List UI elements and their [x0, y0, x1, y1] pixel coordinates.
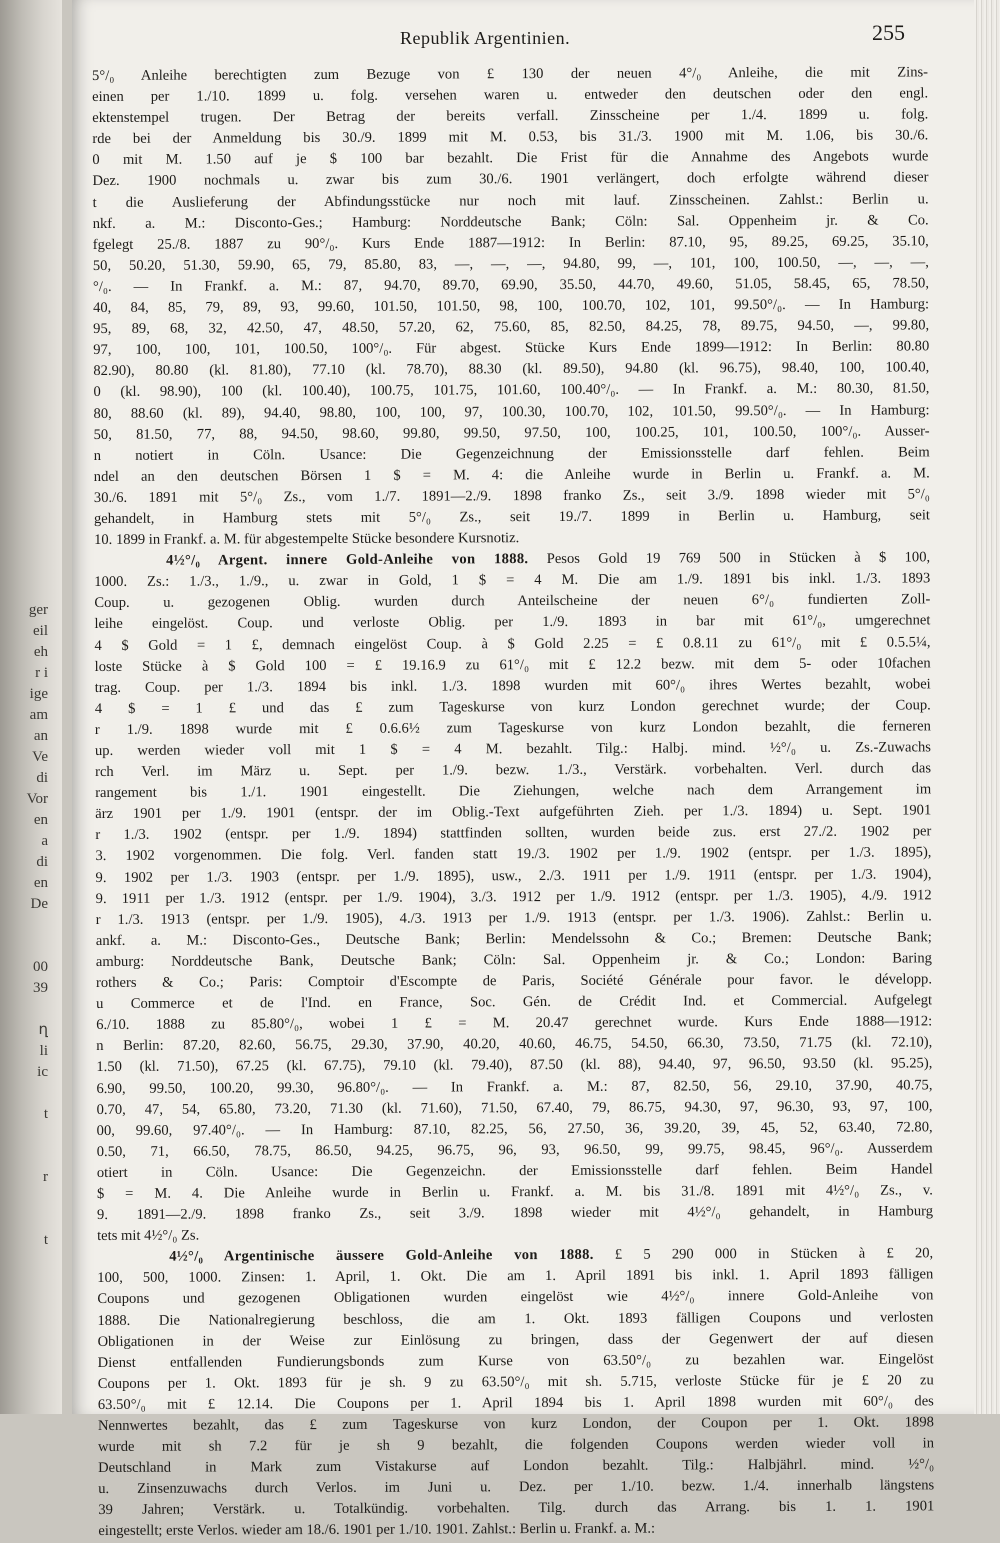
text-line: u. Zinsenzuwachs durch Verlos. im Juni u. Dez. per 1./10. bezw. 1./4. innerhalb längstens — [98, 1477, 935, 1498]
margin-fragment: t — [43, 1106, 48, 1122]
text-line: r 1./9. 1898 wurde mit £ 0.6.6½ zum Tageskurse von kurz London bezahlt, die ferneren — [94, 718, 931, 738]
margin-fragment — [0, 1188, 48, 1209]
text-line: Obligationen in der Weise zur Einlösung zu bringen, dass der Gegenwert der auf diesen — [97, 1329, 934, 1350]
text-line: 80, 88.60 (kl. 89), 94.40, 98.80, 100, 100, 97, 100.30, 100.70, 102, 101.50, 99.50°/₀. — In Hamburg: — [93, 401, 930, 422]
text-line: wurde mit sh 7.2 für je sh 9 bezahlt, die folgenden Coupons werden wieder voll in — [97, 1435, 935, 1456]
text-line: 4 $ Gold = 1 £, demnach eingelöst Coup. à $ Gold 2.25 = £ 0.8.11 zu 61°/₀ mit £ 0.5.5¼, — [94, 633, 931, 654]
margin-fragment: an — [33, 728, 48, 744]
margin-fragment — [0, 1209, 48, 1230]
text-line: 40, 84, 85, 79, 89, 93, 99.60, 101.50, 101.50, 98, 100, 100.70, 102, 101, 99.50°/₀. — In Hamburg: — [93, 296, 930, 317]
text-line: loste Stücke à $ Gold 100 = £ 19.16.9 zu 61°/₀ mit £ 12.2 bezw. mit dem 5- oder 10fachen — [94, 654, 931, 675]
text-line: Deutschland in Mark zum Vistakurse auf London bezahlt. Tilg.: Halbjährl. mind. ½°/₀ — [98, 1456, 935, 1477]
text-line: 1000. Zs.: 1./3., 1./9., u. zwar in Gold, 1 $ = 4 M. Die am 1./9. 1891 bis inkl. 1./3. 1893 — [94, 570, 931, 591]
text-line: 0.50, 71, 66.50, 78.75, 86.50, 94.25, 96.75, 96, 93, 96.50, 99, 99.75, 98.45, 96°/₀. Ausserdem — [96, 1140, 933, 1160]
paragraph-aeussere-1888 — [97, 1244, 934, 1543]
text-line: Dienst entfallenden Fundierungsbonds zum Kurse von 63.50°/₀ zu bezahlen war. Eingelöst — [97, 1351, 934, 1371]
body-text — [92, 62, 934, 1542]
text-line: 30./6. 1891 mit 5°/₀ Zs., vom 1./7. 1891—2./9. 1898 franko Zs., seit 3./9. 1898 wieder mit 5°/₀ — [93, 486, 930, 506]
text-line: 39 Jahren; Verstärk. u. Totalkündig. vorbehalten. Tilg. durch das Arrang. bis 1. 1. 1901 — [98, 1498, 935, 1519]
margin-fragment: en — [33, 812, 48, 828]
text-line: r 1./3. 1913 (entspr. per 1./9. 1905), 4./3. 1913 per 1./9. 1913 (entspr. per 1./3. 1906). Zahlst.: Berlin u. — [95, 908, 932, 928]
margin-fragment: a — [41, 833, 48, 849]
section-heading: 4½°/₀ Argentinische äussere Gold-Anleihe von 1888. — [169, 1247, 594, 1265]
text-line: 50, 81.50, 77, 88, 94.50, 98.60, 99.80, 99.50, 97.50, 100, 100.25, 101, 100.50, 100°/₀. Ausser- — [93, 422, 930, 443]
paragraph-innere-1888 — [94, 548, 933, 1248]
text-line: otiert in Cöln. Usance: Die Gegenzeichn. der Emissionsstelle darf fehlen. Beim Handel — [96, 1161, 933, 1181]
text-line: u Commerce et de l'Ind. en France, Soc. Gén. de Crédit Ind. et Commercial. Aufgelegt — [96, 992, 933, 1013]
text-line: 50, 50.20, 51.30, 59.90, 65, 79, 85.80, 83, —, —, —, 94.80, 99, —, 101, 100, 100.50, —, —, —, — [92, 254, 929, 274]
text-line: eingestellt; erste Verlos. wieder am 18./6. 1901 per 1./10. 1901. Zahlst.: Berlin u. Frankf. a. M.: — [98, 1521, 656, 1540]
margin-fragment: li — [39, 1043, 48, 1059]
text-line: 63.50°/₀ mit £ 12.14. Die Coupons per 1. April 1894 bis 1. April 1898 wurden mit 60°/₀ des — [97, 1393, 934, 1413]
text-line: 1888. Die Nationalregierung beschloss, die am 1. Okt. 1893 fälligen Coupons und verlosten — [97, 1308, 934, 1329]
page-number: 255 — [872, 20, 905, 45]
margin-fragment — [0, 1251, 48, 1272]
margin-fragment: am — [29, 707, 48, 723]
page-header — [72, 18, 932, 48]
previous-page-margin — [0, 600, 48, 1293]
text-line: ektenstempel trugen. Der Betrag der bereits verfall. Zinsscheine per 1./4. 1899 u. folg. — [92, 106, 929, 127]
text-line: 10. 1899 in Frankf. a. M. für abgestempelte Stücke besondere Kursnotiz. — [94, 530, 520, 549]
text-line: 0 mit M. 1.50 auf je $ 100 bar bezahlt. Die Frist für die Annahme des Angebots wurde — [92, 148, 929, 169]
margin-fragment: 39 — [33, 980, 48, 996]
text-line: 0.70, 47, 54, 65.80, 73.20, 71.30 (kl. 71.60), 71.50, 67.40, 79, 86.75, 94.30, 97, 96.30, 93, 97, 100, — [96, 1097, 933, 1118]
text-line: rothers & Co.; Paris: Comptoir d'Escompte de Paris, Société Générale pour favor. le développ. — [95, 971, 933, 992]
margin-fragment: en — [33, 875, 48, 891]
text-line: trag. Coup. per 1./3. 1894 bis inkl. 1./3. 1898 wurden mit 60°/₀ ihres Wertes bezahlt, wobei — [94, 676, 931, 696]
text-line: 6.90, 99.50, 100.20, 99.30, 96.80°/₀. — In Frankf. a. M.: 87, 82.50, 56, 29.10, 37.90, 40.75, — [96, 1076, 933, 1097]
text-line: Coupons per 1. Okt. 1893 für je sh. 9 zu 63.50°/₀ mit sh. 5.715, verloste Stücke für je £ 20 zu — [97, 1372, 934, 1392]
text-line: Nennwertes bezahlt, das £ zum Tageskurse von kurz London, der Coupon per 1. Okt. 1898 — [97, 1414, 934, 1434]
margin-fragment — [0, 999, 48, 1020]
paragraph-intro — [92, 62, 930, 551]
text-line: 00, 99.60, 97.40°/₀. — In Hamburg: 87.10, 82.25, 56, 27.50, 36, 39.20, 39, 45, 52, 63.40, 72.80, — [96, 1119, 933, 1139]
margin-fragment: De — [30, 896, 48, 912]
text-line: 9. 1891—2./9. 1898 franko Zs., seit 3./9. 1898 wieder mit 4½°/₀ gehandelt, in Hamburg — [96, 1203, 934, 1224]
margin-fragment — [0, 915, 48, 936]
margin-fragment: di — [36, 854, 48, 870]
text-line: Coupons und gezogenen Obligationen wurden eingelöst wie 4½°/₀ innere Gold-Anleihe von — [97, 1287, 934, 1308]
text-line: 9. 1902 per 1./3. 1903 (entspr. per 1./9. 1895), usw., 2./3. 1911 per 1./9. 1911 (entspr. per 1./3. 1904), — [95, 865, 932, 886]
text-line: gehandelt, in Hamburg stets mit 5°/₀ Zs., seit 19./7. 1899 in Berlin u. Hamburg, seit — [93, 507, 931, 527]
margin-fragment — [0, 1146, 48, 1167]
text-line: n Berlin: 87.20, 82.60, 56.75, 29.30, 37.90, 40.20, 40.60, 46.75, 54.50, 66.30, 73.50, 71.75 (kl. 72.10), — [96, 1034, 933, 1055]
text-line: ankf. a. M.: Disconto-Ges., Deutsche Bank; Berlin: Mendelssohn & Co.; Bremen: Deutsche Bank; — [95, 929, 932, 949]
section-heading: 4½°/₀ Argent. innere Gold-Anleihe von 1888. — [166, 551, 529, 569]
margin-fragment: ic — [37, 1064, 48, 1080]
text-line: $ = M. 4. Die Anleihe wurde in Berlin u. Frankf. a. M. bis 31./8. 1891 mit 4½°/₀ Zs., v. — [96, 1182, 933, 1202]
text-line: t die Auslieferung der Abfindungsstücke nur noch mit lauf. Zinsscheinen. Zahlst.: Berlin u. — [92, 190, 929, 211]
text-line: ärz 1901 per 1./9. 1901 (entspr. der im Oblig.-Text aufgeführten Zieh. per 1./3. 1894) u. Sept. 1901 — [95, 802, 932, 823]
text-line: 0 (kl. 98.90), 100 (kl. 100.40), 100.75, 101.75, 101.60, 100.40°/₀. — In Frankf. a. M.: 80.30, 81.50, — [93, 380, 930, 401]
text-line-content: Pesos Gold 19 769 500 in Stücken à $ 100, — [528, 549, 931, 568]
margin-fragment: ger — [28, 602, 48, 618]
margin-fragment: r i — [35, 665, 48, 681]
margin-fragment: eh — [33, 644, 48, 660]
text-line: n notiert in Cöln. Usance: Die Gegenzeichnung der Emissionsstelle darf fehlen. Beim — [93, 444, 930, 464]
margin-fragment — [0, 1125, 48, 1146]
margin-fragment: di — [36, 770, 48, 786]
margin-fragment: ղ — [38, 1022, 48, 1038]
text-line: 9. 1911 per 1./3. 1912 (entspr. per 1./9. 1904), 3./3. 1912 per 1./9. 1912 (entspr. per 1./3. 1905), 4./9. 1912 — [95, 887, 932, 907]
margin-fragment: 00 — [33, 959, 48, 975]
margin-fragment: Vor — [26, 791, 48, 807]
text-line: 97, 100, 100, 101, 100.50, 100°/₀. Für abgest. Stücke Kurs Ende 1899—1912: In Berlin: 80.80 — [93, 338, 930, 359]
text-line: 82.90), 80.80 (kl. 81.80), 77.10 (kl. 78.70), 88.30 (kl. 89.50), 94.80 (kl. 96.75), 98.40, 100, 100.40, — [93, 359, 930, 380]
text-line: rde bei der Anmeldung bis 30./9. 1899 mit M. 0.53, bis 31./3. 1900 mit M. 1.06, bis 30./6. — [92, 127, 929, 148]
text-line: amburg: Norddeutsche Bank, Deutsche Bank; Cöln: Sal. Oppenheim jr. & Co.; London: Baring — [95, 950, 932, 970]
text-line: rangement bis 1./1. 1901 eingestellt. Die Ziehungen, welche nach dem Arrangement im — [95, 781, 932, 802]
text-line: Coup. u. gezogenen Oblig. wurden durch Anteilscheine der neuen 6°/₀ fundierten Zoll- — [94, 591, 931, 612]
text-line: fgelegt 25./8. 1887 zu 90°/₀. Kurs Ende 1887—1912: In Berlin: 87.10, 95, 89.25, 69.25, 35.10, — [92, 233, 929, 253]
margin-fragment: Ve — [32, 749, 48, 765]
text-line: Dez. 1900 nochmals u. zwar bis zum 30./6. 1901 verlängert, doch erfolgte während dieser — [92, 169, 929, 190]
text-line: 3. 1902 vorgenommen. Die folg. Verl. fanden statt 19./3. 1902 per 1./9. 1902 (entspr. per 1./3. 1895), — [95, 844, 932, 865]
text-line: 5°/₀ Anleihe berechtigten zum Bezuge von £ 130 der neuen 4°/₀ Anleihe, die mit Zins- — [92, 64, 929, 84]
margin-fragment: t — [43, 1232, 48, 1248]
text-line: tets mit 4½°/₀ Zs. — [97, 1227, 200, 1245]
text-line: °/₀. — In Frankf. a. M.: 87, 94.70, 89.70, 69.90, 35.50, 44.70, 49.60, 51.05, 58.45, 65, 78.50, — [92, 275, 929, 295]
page-edge-stack — [974, 0, 1000, 1414]
text-line: leihe eingelöst. Coup. und verloste Oblig. per 1./9. 1893 in bar mit 61°/₀, umgerechnet — [94, 612, 931, 633]
margin-fragment — [0, 936, 48, 957]
margin-fragment — [0, 1272, 48, 1293]
text-line-content: £ 5 290 000 in Stücken à £ 20, — [593, 1245, 934, 1264]
text-line: rch Verl. im März u. Sept. per 1./9. bezw. 1./3., Verstärk. vorbehalten. Verl. durch das — [95, 760, 932, 781]
text-line: 6./10. 1888 zu 85.80°/₀, wobei 1 £ = M. 20.47 gerechnet wurde. Kurs Ende 1888—1912: — [96, 1013, 933, 1034]
text-line: 95, 89, 68, 32, 42.50, 47, 48.50, 57.20, 62, 75.60, 85, 82.50, 84.25, 78, 89.75, 94.50, —, 99.80, — [93, 317, 930, 338]
running-head: Republik Argentinien. — [400, 28, 571, 48]
text-line: 100, 500, 1000. Zinsen: 1. April, 1. Okt. Die am 1. April 1891 bis inkl. 1. April 1893 fälligen — [97, 1266, 934, 1287]
margin-fragment: r — [43, 1169, 48, 1185]
text-line: 4 $ = 1 £ und das £ zum Tageskurse von kurz London gerechnet wurde; der Coup. — [94, 697, 931, 717]
text-line: einen per 1./10. 1899 u. folg. versehen waren u. entweder den deutschen oder den engl. — [92, 85, 929, 106]
margin-fragment: eil — [33, 623, 48, 639]
text-line: ndel an den deutschen Börsen 1 $ = M. 4: die Anleihe wurde in Berlin u. Frankf. a. M. — [93, 465, 930, 485]
text-line: 1.50 (kl. 71.50), 67.25 (kl. 67.75), 79.10 (kl. 79.40), 87.50 (kl. 88), 94.40, 97, 96.50, 93.50 (kl. 95.25), — [96, 1055, 933, 1076]
text-line: up. werden wieder voll mit 1 $ = 4 M. bezahlt. Tilg.: Halbj. mind. ½°/₀ u. Zs.-Zuwachs — [94, 739, 932, 759]
text-line: nkf. a. M.: Disconto-Ges.; Hamburg: Norddeutsche Bank; Cöln: Sal. Oppenheim jr. & Co. — [92, 212, 929, 232]
text-line: r 1./3. 1902 (entspr. per 1./9. 1894) stattfinden sollten, wurden beide zus. erst 27./2. 1902 per — [95, 823, 932, 844]
margin-fragment — [0, 1083, 48, 1104]
margin-fragment: ige — [29, 686, 48, 702]
